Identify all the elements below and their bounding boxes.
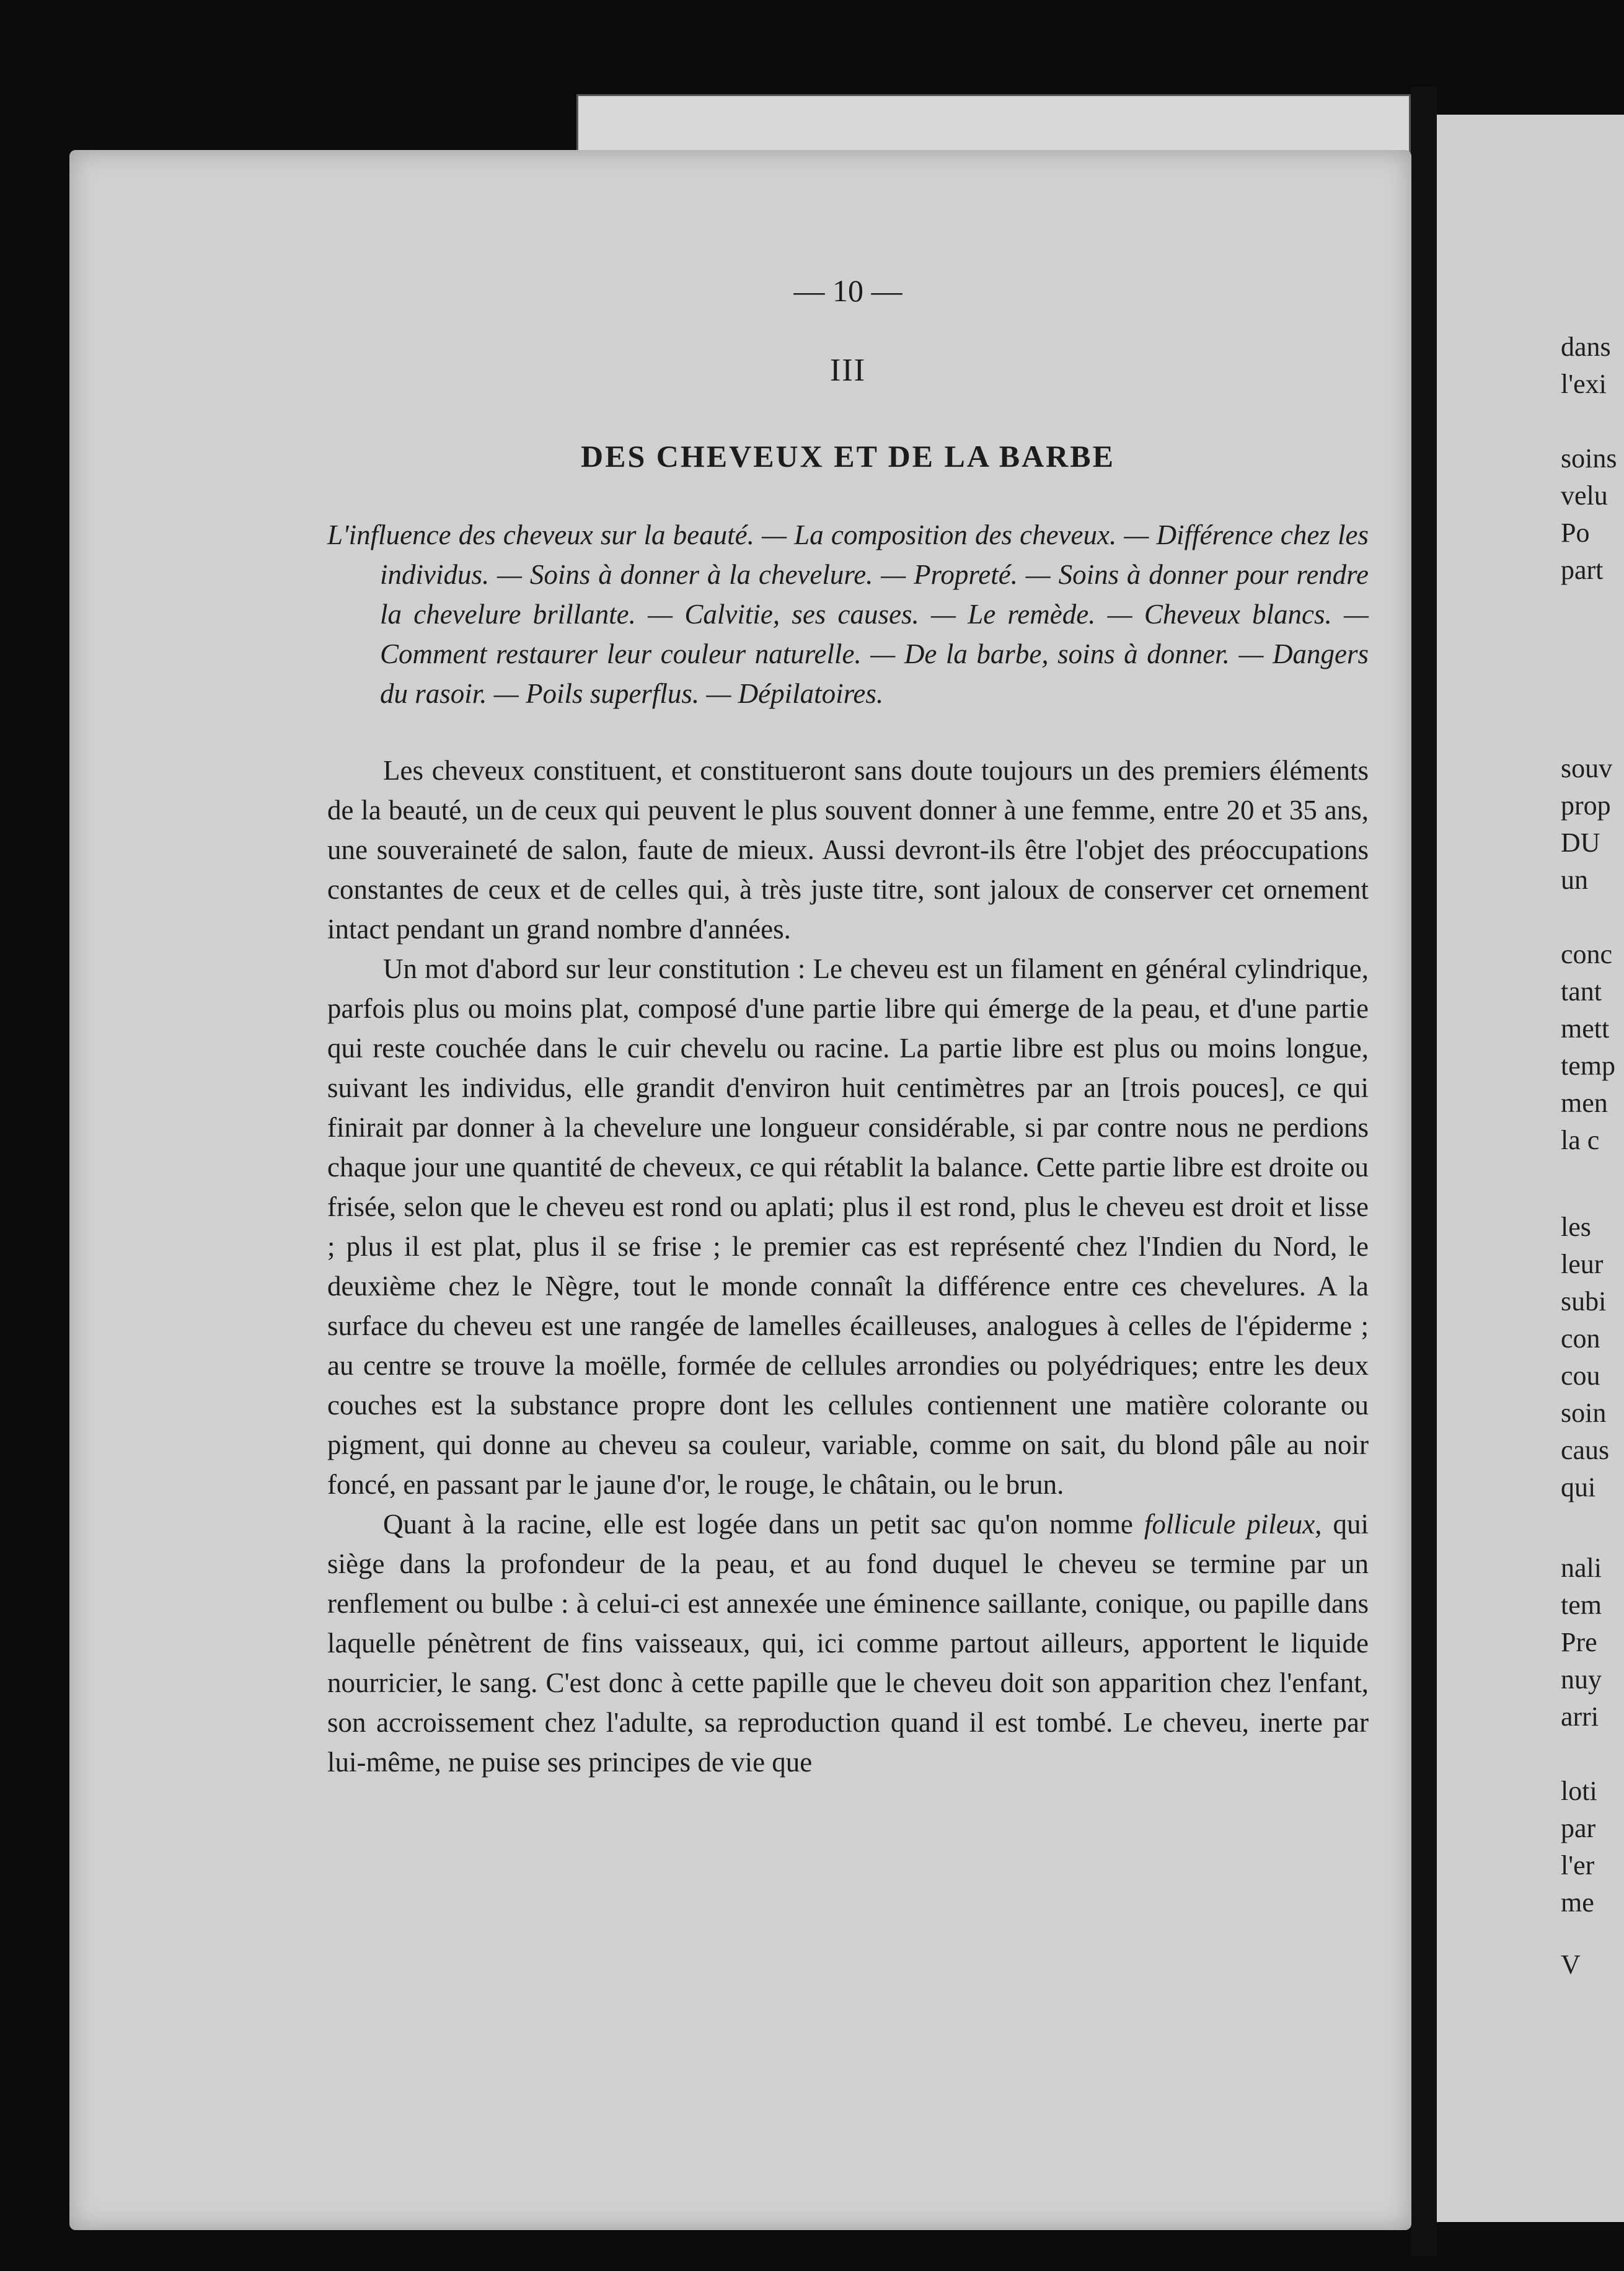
facing-page-fragment: l'exi — [1561, 369, 1607, 399]
facing-page-fragment: souv — [1561, 753, 1613, 783]
book-gutter — [1411, 87, 1437, 2256]
facing-page-fragment: Pre — [1561, 1627, 1597, 1657]
facing-page-fragment: tem — [1561, 1590, 1602, 1620]
italic-term: follicule pileux — [1144, 1509, 1315, 1540]
facing-page-fragment: prop — [1561, 790, 1611, 821]
facing-page-fragment: me — [1561, 1887, 1594, 1918]
facing-page-fragment: temp — [1561, 1051, 1615, 1081]
chapter-summary: L'influence des cheveux sur la beauté. — La composition des cheveux. — Différence chez les individus. — Soins à donner à la chevelure. — Propreté. — Soins à donner pour rendre la chevelure brillante. — Calvitie, ses causes. — Le remède. — Cheveux blancs. — Comment restaurer leur couleur naturelle. — De la barbe, soins à donner. — Dangers du rasoir. — Poils superflus. — Dépilatoires. — [327, 519, 1369, 709]
facing-page-fragment: nali — [1561, 1553, 1602, 1583]
facing-page-fragment: velu — [1561, 480, 1608, 511]
facing-page-fragment: Po — [1561, 518, 1590, 548]
facing-page-fragment: caus — [1561, 1435, 1610, 1465]
facing-page-fragment: leur — [1561, 1249, 1604, 1279]
facing-page-fragment: les — [1561, 1212, 1591, 1242]
facing-page-fragment: cou — [1561, 1360, 1600, 1391]
facing-page-fragment: DU — [1561, 827, 1600, 858]
facing-page-fragment: soin — [1561, 1398, 1607, 1428]
paragraph: Un mot d'abord sur leur constitution : Le cheveu est un filament en général cylindrique, parfois plus ou moins plat, composé d'une partie libre qui émerge de la peau, et d'une partie qui reste couchée dans le cuir chevelu ou racine. La partie libre est plus ou moins longue, suivant les individus, elle grandit d'environ huit centimètres par an [trois pouces], ce qui finirait par donner à la chevelure une longueur considérable, si par contre nous ne perdions chaque jour une quantité de cheveux, ce qui rétablit la balance. Cette partie libre est droite ou frisée, selon que le cheveu est rond ou aplati; plus il est rond, plus le cheveu est droit et lisse ; plus il est plat, plus il se frise ; le premier cas est représenté chez l'Indien du Nord, le deuxième chez le Nègre, tout le monde connaît la différence entre ces chevelures. A la surface du cheveu est une rangée de lamelles écailleuses, analogues à celles de l'épiderme ; au centre se trouve la moëlle, formée de cellules arrondies ou polyédriques; entre les deux couches est la substance propre dont les cellules contiennent une matière colorante ou pigment, qui donne au cheveu sa couleur, variable, comme on sait, du blond pâle au noir foncé, en passant par le jaune d'or, le rouge, le châtain, ou le brun. — [327, 953, 1369, 1500]
facing-page-fragment: conc — [1561, 939, 1613, 969]
chapter-number: III — [830, 353, 866, 388]
facing-page-fragment: soins — [1561, 443, 1617, 474]
facing-page-fragment: l'er — [1561, 1850, 1595, 1881]
facing-page-fragment: dans — [1561, 332, 1611, 362]
facing-page-fragment: qui — [1561, 1472, 1596, 1502]
facing-page-fragment: men — [1561, 1088, 1608, 1118]
paragraph-text: , qui siège dans la profondeur de la peau, et au fond duquel le cheveu se termine par un renflement ou bulbe : à celui-ci est annexée une éminence saillante, conique, ou papille dans laquelle pénètrent de fins vaisseaux, qui, ici comme partout ailleurs, apportent le liquide nourricier, le sang. C'est donc à cette papille que le cheveu doit son apparition chez l'enfant, son accroissement chez l'adulte, sa reproduction quand il est tombé. Le cheveu, inerte par lui-même, ne puise ses principes de vie que — [327, 1509, 1369, 1778]
facing-page-fragment: V — [1561, 1949, 1581, 1980]
paragraph-last — [327, 1504, 1369, 1782]
facing-page-fragment: par — [1561, 1813, 1596, 1843]
chapter-title: DES CHEVEUX ET DE LA BARBE — [580, 439, 1115, 474]
paragraph: Les cheveux constituent, et constitueront sans doute toujours un des premiers éléments de la beauté, un de ceux qui peuvent le plus souvent donner à une femme, entre 20 et 35 ans, une souveraineté de salon, faute de mieux. Aussi devront-ils être l'objet des préoccupations constantes de ceux et de celles qui, à très juste titre, sont jaloux de conserver cet ornement intact pendant un grand nombre d'années. — [327, 755, 1369, 945]
facing-page-fragment: un — [1561, 865, 1588, 895]
facing-page-fragment: la c — [1561, 1125, 1600, 1155]
facing-page-fragment: arri — [1561, 1701, 1599, 1732]
page-number: — 10 — — [793, 273, 902, 308]
facing-page-fragment: tant — [1561, 976, 1602, 1007]
facing-page-fragment: mett — [1561, 1013, 1610, 1044]
facing-page-fragment: subi — [1561, 1286, 1607, 1316]
facing-page-fragment: nuy — [1561, 1664, 1602, 1695]
page-content — [327, 273, 1369, 1782]
paragraph-text: Quant à la racine, elle est logée dans un petit sac qu'on nomme — [383, 1509, 1144, 1540]
facing-page-fragment: con — [1561, 1323, 1600, 1354]
facing-page-fragment: loti — [1561, 1776, 1597, 1806]
facing-page-fragment: part — [1561, 555, 1604, 585]
